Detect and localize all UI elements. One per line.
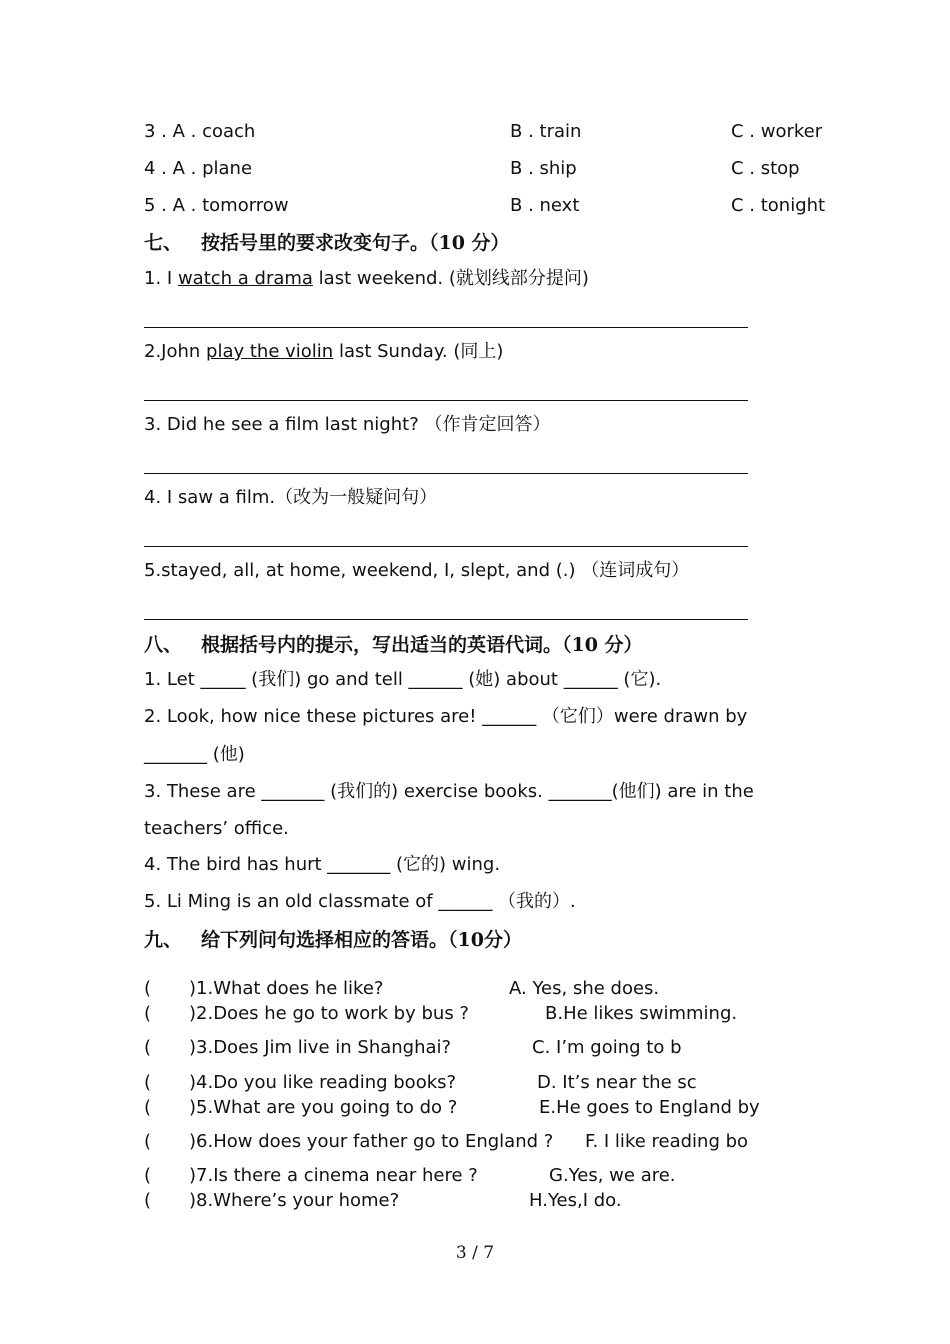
question-7-4: 4. I saw a film.（改为一般疑问句）: [144, 487, 438, 508]
option-c: C . worker: [731, 121, 823, 142]
matching-question: )3.Does Jim live in Shanghai?: [189, 1037, 452, 1058]
matching-row: [144, 1165, 676, 1187]
choice-row: [144, 121, 823, 143]
q-text: 2.John: [144, 341, 207, 362]
answer-blank[interactable]: (: [144, 1072, 152, 1093]
section-7-label: 七、: [144, 232, 183, 254]
question-8-line: 3. These are _______ (我们的) exercise books. _______(他们) are in the: [144, 781, 754, 802]
question-8-line: 2. Look, how nice these pictures are! ______ （它们）were drawn by: [144, 706, 748, 727]
option-a: 3 . A . coach: [144, 121, 256, 142]
matching-answer: E.He goes to England by: [539, 1097, 760, 1118]
answer-line[interactable]: [144, 400, 748, 401]
underlined-phrase: watch a drama: [177, 268, 313, 289]
option-a: 4 . A . plane: [144, 158, 253, 179]
matching-row: [144, 1003, 738, 1025]
matching-row: [144, 1131, 749, 1153]
answer-line[interactable]: [144, 473, 748, 474]
answer-blank[interactable]: (: [144, 1037, 152, 1058]
section-7-title: 按括号里的要求改变句子。（10 分）: [201, 232, 510, 254]
matching-row: [144, 1037, 682, 1059]
question-8-line: teachers’ office.: [144, 818, 289, 839]
section-8-label: 八、: [144, 634, 183, 656]
question-8-line: 1. Let _____ (我们) go and tell ______ (她) about ______ (它).: [144, 669, 662, 690]
q-text: 1. I: [144, 268, 178, 289]
matching-answer: C. I’m going to b: [532, 1037, 682, 1058]
section-9-label: 九、: [144, 929, 183, 951]
question-8-line: _______ (他): [144, 744, 245, 765]
question-7-1: [144, 268, 589, 290]
underlined-phrase: play the violin: [206, 341, 334, 362]
section-8-heading: [144, 633, 643, 657]
option-a: 5 . A . tomorrow: [144, 195, 289, 216]
q-text: last weekend. (就划线部分提问): [312, 268, 589, 289]
answer-blank[interactable]: (: [144, 1003, 152, 1024]
question-7-5: 5.stayed, all, at home, weekend, I, slept, and (.) （连词成句）: [144, 560, 690, 581]
section-8-title: 根据括号内的提示，写出适当的英语代词。（10 分）: [201, 634, 643, 656]
answer-line[interactable]: [144, 546, 748, 547]
answer-blank[interactable]: (: [144, 1097, 152, 1118]
choice-row: [144, 158, 800, 180]
matching-row: [144, 1072, 697, 1094]
answer-blank[interactable]: (: [144, 1131, 152, 1152]
section-9-title: 给下列问句选择相应的答语。（10分）: [201, 929, 522, 951]
question-7-3: 3. Did he see a film last night? （作肯定回答）: [144, 414, 551, 435]
matching-question: )8.Where’s your home?: [189, 1190, 400, 1211]
answer-line[interactable]: [144, 619, 748, 620]
option-c: C . tonight: [731, 195, 826, 216]
answer-blank[interactable]: (: [144, 1165, 152, 1186]
option-b: B . train: [510, 121, 582, 142]
matching-question: )6.How does your father go to England ?: [189, 1131, 554, 1152]
choice-row: [144, 195, 826, 217]
matching-answer: B.He likes swimming.: [545, 1003, 738, 1024]
answer-blank[interactable]: (: [144, 1190, 152, 1211]
matching-answer: H.Yes,I do.: [529, 1190, 622, 1211]
matching-row: [144, 978, 660, 1000]
matching-answer: D. It’s near the sc: [537, 1072, 697, 1093]
q-text: last Sunday. (同上): [333, 341, 504, 362]
option-c: C . stop: [731, 158, 800, 179]
matching-question: )7.Is there a cinema near here ?: [189, 1165, 478, 1186]
question-8-line: 4. The bird has hurt _______ (它的) wing.: [144, 854, 501, 875]
matching-question: )4.Do you like reading books?: [189, 1072, 457, 1093]
section-9-heading: [144, 928, 522, 952]
matching-answer: G.Yes, we are.: [549, 1165, 676, 1186]
option-b: B . ship: [510, 158, 577, 179]
matching-answer: A. Yes, she does.: [509, 978, 660, 999]
answer-blank[interactable]: (: [144, 978, 152, 999]
option-b: B . next: [510, 195, 580, 216]
question-8-line: 5. Li Ming is an old classmate of ______ （我的）.: [144, 891, 576, 912]
matching-question: )2.Does he go to work by bus ?: [189, 1003, 469, 1024]
matching-answer: F. I like reading bo: [585, 1131, 749, 1152]
matching-row: [144, 1190, 622, 1212]
page-number: 3 / 7: [455, 1243, 495, 1263]
matching-row: [144, 1097, 760, 1119]
matching-question: )5.What are you going to do ?: [189, 1097, 458, 1118]
section-7-heading: [144, 231, 510, 255]
matching-question: )1.What does he like?: [189, 978, 384, 999]
answer-line[interactable]: [144, 327, 748, 328]
question-7-2: [144, 341, 503, 363]
